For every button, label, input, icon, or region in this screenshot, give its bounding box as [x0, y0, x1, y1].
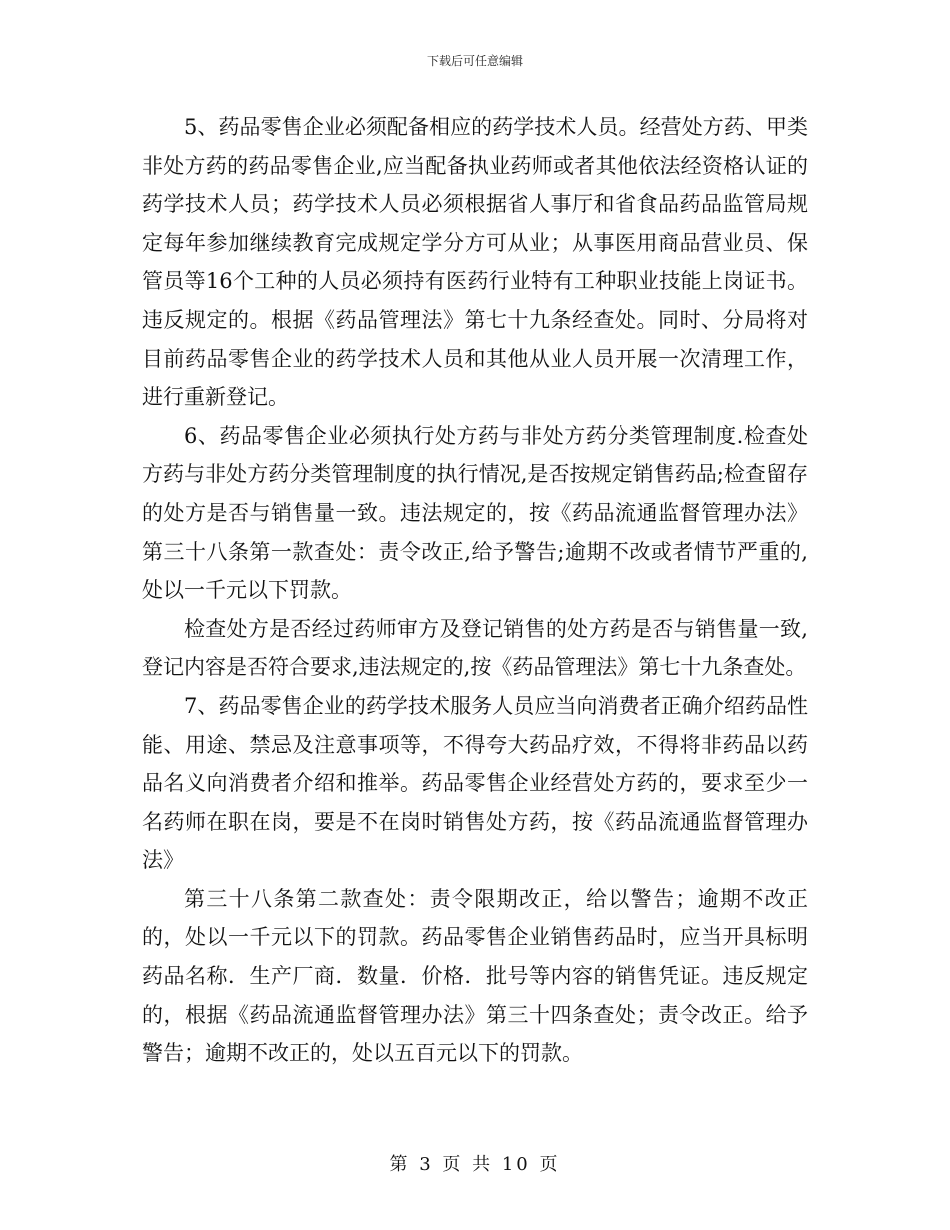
page-header-note: 下载后可任意编辑 — [426, 54, 523, 68]
document-body — [142, 108, 808, 1073]
paragraph-prescription-check: 检查处方是否经过药师审方及登记销售的处方药是否与销售量一致,登记内容是否符合要求,违法规定的,按《药品管理法》第七十九条查处。 — [142, 616, 808, 680]
page-footer-page-number: 第 3 页 共 10 页 — [389, 1154, 561, 1175]
paragraph-item-5: 5、药品零售企业必须配备相应的药学技术人员。经营处方药、甲类非处方药的药品零售企业,应当配备执业药师或者其他依法经资格认证的药学技术人员；药学技术人员必须根据省人事厅和省食品药品监管局规定每年参加继续教育完成规定学分方可从业；从事医用商品营业员、保管员等16个工种的人员必须持有医药行业特有工种职业技能上岗证书。违反规定的。根据《药品管理法》第七十九条经查处。同时、分局将对目前药品零售企业的药学技术人员和其他从业人员开展一次清理工作，进行重新登记。 — [142, 115, 808, 410]
paragraph-item-7: 7、药品零售企业的药学技术服务人员应当向消费者正确介绍药品性能、用途、禁忌及注意事项等，不得夸大药品疗效，不得将非药品以药品名义向消费者介绍和推举。药品零售企业经营处方药的，要求至少一名药师在职在岗，要是不在岗时销售处方药，按《药品流通监督管理办法》 — [142, 693, 808, 873]
paragraph-article-38: 第三十八条第二款查处：责令限期改正，给以警告；逾期不改正的，处以一千元以下的罚款。药品零售企业销售药品时，应当开具标明药品名称．生产厂商．数量．价格．批号等内容的销售凭证。违反规定的，根据《药品流通监督管理办法》第三十四条查处；责令改正。给予警告；逾期不改正的，处以五百元以下的罚款。 — [142, 886, 808, 1066]
paragraph-item-6: 6、药品零售企业必须执行处方药与非处方药分类管理制度.检查处方药与非处方药分类管理制度的执行情况,是否按规定销售药品;检查留存的处方是否与销售量一致。违法规定的，按《药品流通监督管理办法》第三十八条第一款查处：责令改正,给予警告;逾期不改或者情节严重的,处以一千元以下罚款。 — [142, 423, 808, 603]
